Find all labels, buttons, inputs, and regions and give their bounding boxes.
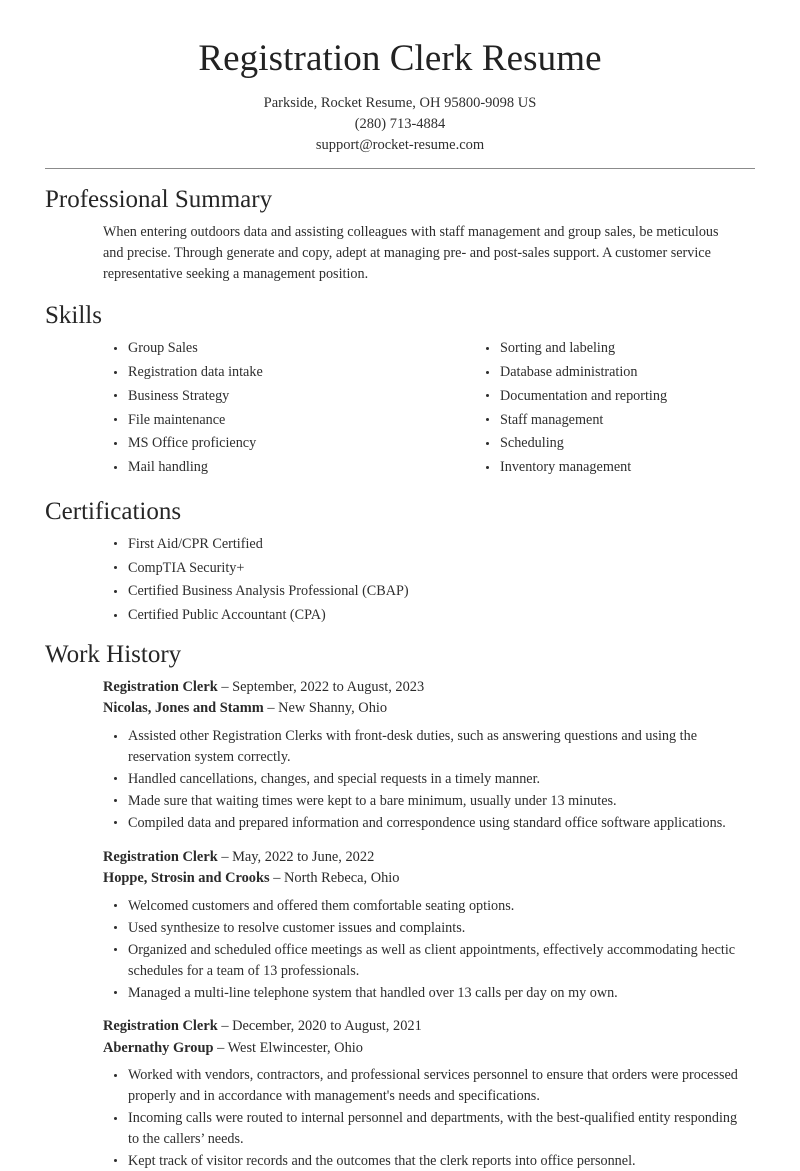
list-item: Incoming calls were routed to internal personnel and departments, with the best-qualified entity responding to the callers’ needs. [113, 1108, 742, 1149]
section-certifications [0, 497, 800, 626]
section-heading-skills: Skills [45, 302, 102, 330]
work-history-list [45, 677, 755, 1171]
job-location: New Shanny, Ohio [278, 700, 388, 717]
list-item: Compiled data and prepared information and correspondence using standard office software applications. [113, 813, 742, 834]
list-item: Assisted other Registration Clerks with front-desk duties, such as answering questions and using the reservation system correctly. [113, 726, 742, 767]
job-company-line [103, 868, 755, 890]
resume-header [0, 0, 800, 155]
section-heading-certifications: Certifications [45, 497, 182, 525]
job-company-line [103, 698, 755, 720]
job-bullet-list [113, 1065, 742, 1171]
job-title-line [103, 677, 755, 699]
list-item: Scheduling [485, 433, 755, 454]
contact-email: support@rocket-resume.com [315, 136, 485, 153]
header-divider [45, 168, 755, 169]
list-item: Sorting and labeling [485, 338, 755, 359]
job-location: West Elwincester, Ohio [227, 1039, 363, 1056]
job-company-separator: – [213, 1039, 228, 1056]
contact-address: Parkside, Rocket Resume, OH 95800-9098 US [263, 95, 537, 112]
job-company-separator: – [263, 700, 279, 717]
list-item: Managed a multi-line telephone system that handled over 13 calls per day on my own. [113, 983, 742, 1004]
job-responsibilities [113, 896, 742, 1003]
page-title: Registration Clerk Resume [198, 38, 602, 79]
skills-column-left [113, 338, 434, 481]
list-item: Welcomed customers and offered them comfortable seating options. [113, 896, 742, 917]
job-dates: May, 2022 to June, 2022 [232, 848, 375, 865]
skills-columns [113, 338, 755, 481]
list-item: Worked with vendors, contractors, and professional services personnel to ensure that orders were processed properly and in accordance with management's needs and specifications. [113, 1065, 742, 1106]
job-title: Registration Clerk [103, 678, 218, 695]
list-item: Documentation and reporting [485, 386, 755, 407]
list-item: Organized and scheduled office meetings as well as client appointments, effectively accommodating hectic schedules for a team of 13 professionals. [113, 940, 742, 981]
list-item: Made sure that waiting times were kept to a bare minimum, usually under 13 minutes. [113, 791, 742, 812]
list-item: Used synthesize to resolve customer issues and complaints. [113, 918, 742, 939]
certifications-list [113, 534, 755, 626]
list-item: Business Strategy [113, 386, 434, 407]
list-item: Inventory management [485, 457, 755, 478]
job-dates: December, 2020 to August, 2021 [232, 1018, 422, 1035]
job-bullet-list [113, 726, 742, 833]
list-item: Kept track of visitor records and the outcomes that the clerk reports into office personnel. [113, 1151, 742, 1171]
list-item: MS Office proficiency [113, 433, 434, 454]
job-responsibilities [113, 726, 742, 833]
skills-column-right [434, 338, 755, 481]
job-title: Registration Clerk [103, 1018, 218, 1035]
list-item: Staff management [485, 410, 755, 431]
job-title-separator: – [217, 848, 233, 865]
job-company-separator: – [269, 870, 284, 887]
section-professional-summary [0, 185, 800, 285]
skills-list-left [113, 338, 434, 478]
job-dates: September, 2022 to August, 2023 [232, 678, 425, 695]
list-item: File maintenance [113, 410, 434, 431]
section-heading-work-history: Work History [45, 640, 182, 668]
list-item: Database administration [485, 362, 755, 383]
summary-text: When entering outdoors data and assisting colleagues with staff management and group sales, be meticulous and precise. Through generate and copy, adept at managing pre- and post-sales support. A customer service representative seeking a management position. [103, 224, 719, 283]
job-company: Nicolas, Jones and Stamm [103, 700, 264, 717]
section-work-history [0, 640, 800, 1171]
list-item: Group Sales [113, 338, 434, 359]
list-item: Registration data intake [113, 362, 434, 383]
list-item: Mail handling [113, 457, 434, 478]
job-title-separator: – [217, 678, 233, 695]
contact-phone: (280) 713-4884 [354, 116, 446, 133]
section-heading-summary: Professional Summary [45, 186, 273, 214]
work-history-entry [45, 677, 755, 834]
job-company-line [103, 1038, 755, 1060]
list-item: CompTIA Security+ [113, 558, 755, 579]
list-item: Handled cancellations, changes, and special requests in a timely manner. [113, 769, 742, 790]
job-title-separator: – [217, 1018, 233, 1035]
work-history-entry [45, 1016, 755, 1171]
job-title: Registration Clerk [103, 848, 218, 865]
section-skills [0, 301, 800, 481]
skills-list-right [485, 338, 755, 478]
job-title-line [103, 1016, 755, 1038]
job-location: North Rebeca, Ohio [284, 870, 400, 887]
job-company: Hoppe, Strosin and Crooks [103, 870, 270, 887]
job-bullet-list [113, 896, 742, 1003]
list-item: First Aid/CPR Certified [113, 534, 755, 555]
certifications-body [113, 534, 755, 626]
job-responsibilities [113, 1065, 742, 1171]
list-item: Certified Business Analysis Professional (CBAP) [113, 581, 755, 602]
work-history-entry [45, 847, 755, 1004]
list-item: Certified Public Accountant (CPA) [113, 605, 755, 626]
job-company: Abernathy Group [103, 1039, 214, 1056]
job-title-line [103, 847, 755, 869]
